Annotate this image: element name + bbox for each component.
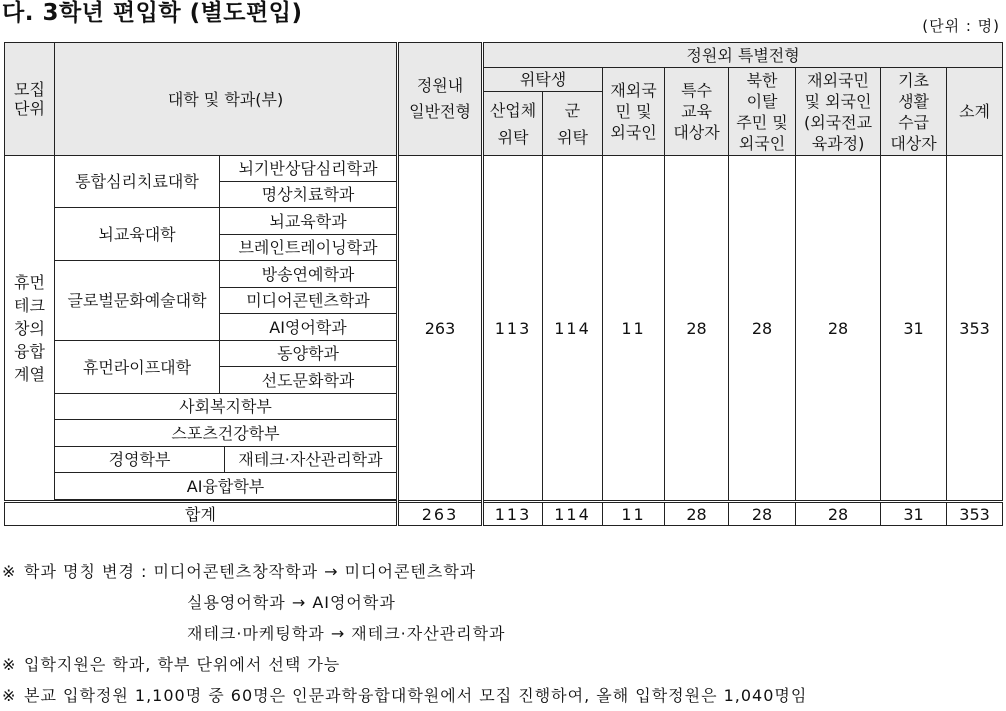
total-general: 263 [398,502,483,526]
college-name: 휴먼라이프대학 [55,341,220,394]
dept-name: 미디어콘텐츠학과 [220,288,398,314]
header-overseas: 재외국 민 및 외국인 [603,68,665,156]
unit-label: (단위 : 명) [922,17,1000,35]
dept-name: AI영어학과 [220,314,398,341]
header-college-dept: 대학 및 학과(부) [55,43,398,156]
note-mark: ※ [2,562,17,581]
total-industry: 113 [483,502,543,526]
dept-name: 동양학과 [220,341,398,367]
dept-name: 명상치료학과 [220,182,398,208]
note-mark: ※ [2,686,17,705]
total-overseas-edu: 28 [796,502,881,526]
dept-name: 재테크·자산관리학과 [225,447,398,473]
value-overseas-edu: 28 [796,156,881,502]
header-general: 정원내 일반전형 [398,43,483,156]
value-nk: 28 [729,156,796,502]
note-rename [2,556,1002,587]
total-special-edu: 28 [665,502,729,526]
dept-name: 스포츠건강학부 [55,420,398,447]
note-text: 실용영어학과 → AI영어학과 [187,593,396,612]
note-mark: ※ [2,655,17,674]
header-industry: 산업체 위탁 [483,92,543,156]
value-overseas: 11 [603,156,665,502]
college-name: 통합심리치료대학 [55,156,220,208]
note-text: 재테크·마케팅학과 → 재테크·자산관리학과 [187,624,506,643]
total-label: 합계 [5,502,398,526]
note-quota [2,680,1002,711]
note-text: 학과 명칭 변경 : 미디어콘텐츠창작학과 → 미디어콘텐츠학과 [24,562,477,581]
dept-name: 뇌교육학과 [220,208,398,235]
header-nk: 북한 이탈 주민 및 외국인 [729,68,796,156]
unit-group: 휴먼 테크 창의 융합 계열 [5,156,55,502]
header-special-edu: 특수 교육 대상자 [665,68,729,156]
header-recruit-unit: 모집 단위 [5,43,55,156]
total-nk: 28 [729,502,796,526]
total-military: 114 [543,502,603,526]
dept-name: 경영학부 [55,447,225,473]
dept-name: 브레인트레이닝학과 [220,235,398,261]
note-rename-3 [2,618,1002,649]
college-name: 글로벌문화예술대학 [55,261,220,341]
admission-table [4,42,1003,526]
dept-name: 사회복지학부 [55,394,398,420]
total-overseas: 11 [603,502,665,526]
value-military: 114 [543,156,603,502]
value-special-edu: 28 [665,156,729,502]
dept-name: 선도문화학과 [220,367,398,394]
header-subtotal: 소계 [947,68,1003,156]
header-military: 군 위탁 [543,92,603,156]
college-name: 뇌교육대학 [55,208,220,261]
dept-name: 뇌기반상담심리학과 [220,156,398,182]
section-title: 다. 3학년 편입학 (별도편입) [2,0,303,26]
value-subtotal: 353 [947,156,1003,502]
note-apply [2,649,1002,680]
note-rename-2 [2,587,1002,618]
note-text: 본교 입학정원 1,100명 중 60명은 인문과학융합대학원에서 모집 진행하여, 올해 입학정원은 1,040명임 [24,686,808,705]
header-special: 정원외 특별전형 [483,43,1003,68]
dept-name: AI융합학부 [55,473,398,500]
header-overseas-edu: 재외국민 및 외국인 (외국전교 육과정) [796,68,881,156]
value-basic-living: 31 [881,156,947,502]
header-basic-living: 기초 생활 수급 대상자 [881,68,947,156]
note-text: 입학지원은 학과, 학부 단위에서 선택 가능 [24,655,341,674]
header-consign: 위탁생 [483,68,603,92]
value-industry: 113 [483,156,543,502]
notes [2,556,1002,711]
value-general: 263 [398,156,483,502]
total-basic-living: 31 [881,502,947,526]
total-subtotal: 353 [947,502,1003,526]
dept-name: 방송연예학과 [220,261,398,288]
